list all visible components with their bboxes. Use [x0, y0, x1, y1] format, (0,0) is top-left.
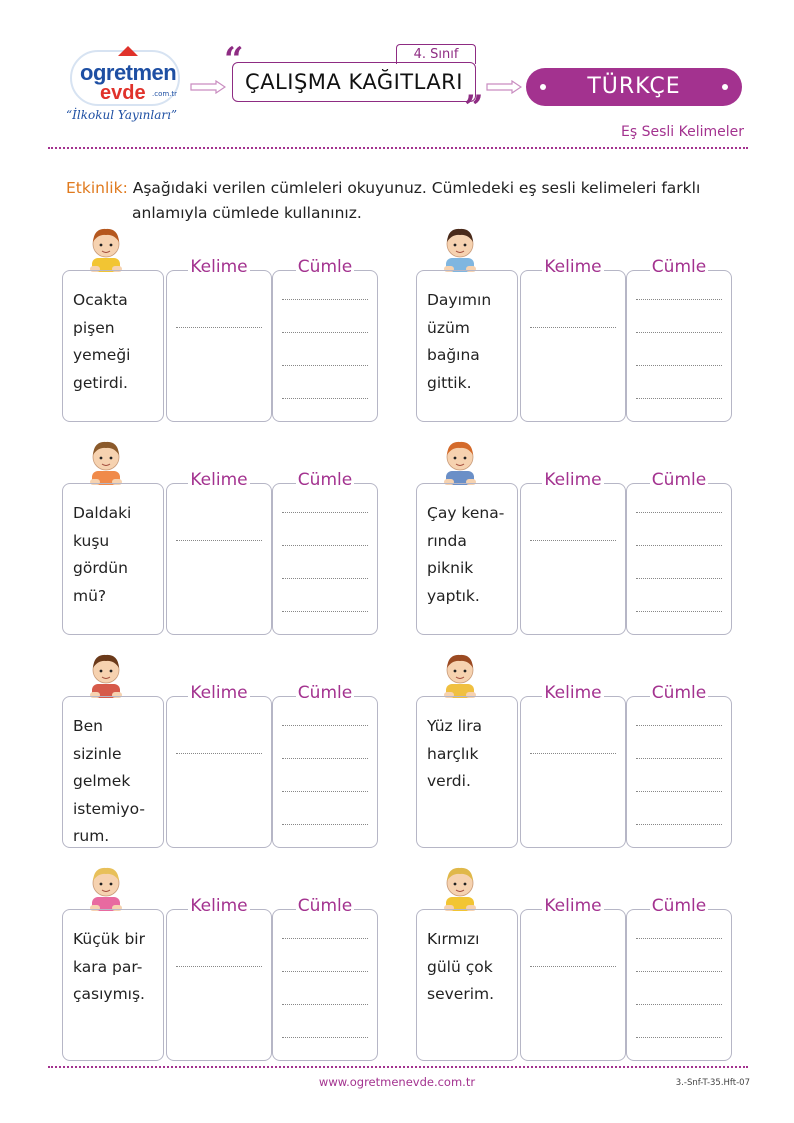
word-column-label: Kelime [544, 896, 602, 916]
sentence-answer-line[interactable] [636, 1037, 722, 1038]
word-answer-box[interactable] [166, 483, 272, 635]
footer-url: www.ogretmenevde.com.tr [318, 1075, 476, 1089]
word-column-label: Kelime [544, 470, 602, 490]
sentence-answer-line[interactable] [282, 1037, 368, 1038]
sentence-column-header [272, 896, 378, 916]
subject-label: TÜRKÇE [587, 74, 681, 99]
arrow-right-icon [190, 79, 226, 93]
word-column-label: Kelime [190, 896, 248, 916]
word-column-label: Kelime [190, 683, 248, 703]
sentence-column-header [272, 470, 378, 490]
sentence-column-label: Cümle [297, 683, 353, 703]
logo-brand-top: ogretmen [80, 60, 177, 85]
word-column-header [166, 683, 272, 703]
sentence-column-label: Cümle [297, 257, 353, 277]
arrow-right-icon [486, 79, 522, 93]
exercise-sentence: Ben sizinle gelmek istemiyo- rum. [62, 696, 164, 848]
child-avatar-icon [86, 861, 126, 911]
sentence-answer-line[interactable] [636, 971, 722, 972]
child-avatar-icon [440, 648, 480, 698]
sentence-answer-line[interactable] [636, 611, 722, 612]
dot-icon [722, 84, 728, 90]
word-column-label: Kelime [190, 257, 248, 277]
exercise-sentence: Dayımın üzüm bağına gittik. [416, 270, 518, 422]
sentence-answer-box[interactable] [626, 270, 732, 422]
sentence-answer-box[interactable] [272, 270, 378, 422]
sentence-answer-line[interactable] [282, 725, 368, 726]
word-answer-box[interactable] [520, 483, 626, 635]
sentence-answer-line[interactable] [282, 398, 368, 399]
house-icon [118, 46, 138, 56]
subject-badge [526, 68, 742, 106]
exercise-sentence: Daldaki kuşu gördün mü? [62, 483, 164, 635]
open-quote-icon: “ [224, 40, 244, 80]
exercise-sentence: Küçük bir kara par- çasıymış. [62, 909, 164, 1061]
grade-label: 4. Sınıf [396, 44, 476, 64]
word-column-header [166, 896, 272, 916]
instruction-line-2: anlamıyla cümlede kullanınız. [132, 204, 362, 222]
sentence-answer-line[interactable] [636, 299, 722, 300]
sentence-column-label: Cümle [651, 896, 707, 916]
sentence-answer-box[interactable] [272, 696, 378, 848]
sentence-column-label: Cümle [651, 683, 707, 703]
dot-icon [540, 84, 546, 90]
worksheet-title-block [224, 40, 486, 128]
instruction-line-1: Aşağıdaki verilen cümleleri okuyunuz. Cümledeki eş sesli kelimeleri farklı [132, 179, 701, 197]
sentence-answer-box[interactable] [272, 909, 378, 1061]
sentence-answer-box[interactable] [272, 483, 378, 635]
sentence-answer-line[interactable] [282, 299, 368, 300]
word-column-header [166, 257, 272, 277]
exercise-sentence: Yüz lira harçlık verdi. [416, 696, 518, 848]
sentence-answer-line[interactable] [636, 725, 722, 726]
close-quote-icon: ” [464, 88, 484, 128]
sentence-answer-line[interactable] [282, 791, 368, 792]
instructions [66, 176, 746, 226]
sentence-answer-line[interactable] [282, 1004, 368, 1005]
child-avatar-icon [440, 222, 480, 272]
exercise-sentence: Ocakta pişen yemeği getirdi. [62, 270, 164, 422]
sentence-answer-line[interactable] [282, 332, 368, 333]
sentence-column-header [626, 470, 732, 490]
word-answer-line[interactable] [530, 327, 616, 328]
child-avatar-icon [86, 222, 126, 272]
sentence-answer-line[interactable] [636, 938, 722, 939]
sentence-answer-line[interactable] [282, 824, 368, 825]
sentence-answer-line[interactable] [282, 578, 368, 579]
sentence-answer-box[interactable] [626, 483, 732, 635]
word-column-label: Kelime [190, 470, 248, 490]
word-column-header [166, 470, 272, 490]
sentence-column-header [626, 257, 732, 277]
word-column-header [520, 896, 626, 916]
word-column-header [520, 683, 626, 703]
sentence-answer-line[interactable] [636, 512, 722, 513]
word-answer-line[interactable] [176, 753, 262, 754]
word-answer-box[interactable] [520, 270, 626, 422]
word-column-label: Kelime [544, 683, 602, 703]
word-answer-line[interactable] [176, 966, 262, 967]
word-answer-line[interactable] [176, 327, 262, 328]
sentence-answer-line[interactable] [282, 938, 368, 939]
child-avatar-icon [86, 648, 126, 698]
child-avatar-icon [440, 861, 480, 911]
word-answer-line[interactable] [530, 753, 616, 754]
sentence-column-header [272, 683, 378, 703]
divider [48, 147, 748, 149]
logo-brand-bottom: evde [100, 82, 146, 104]
sentence-answer-line[interactable] [636, 824, 722, 825]
exercise-sentence: Çay kena- rında piknik yaptık. [416, 483, 518, 635]
word-answer-line[interactable] [530, 540, 616, 541]
sentence-answer-box[interactable] [626, 909, 732, 1061]
sentence-column-label: Cümle [651, 257, 707, 277]
word-answer-box[interactable] [166, 696, 272, 848]
word-answer-line[interactable] [176, 540, 262, 541]
sentence-column-label: Cümle [297, 896, 353, 916]
activity-label: Etkinlik: [66, 179, 128, 197]
logo-domain: .com.tr [152, 90, 178, 98]
sentence-answer-box[interactable] [626, 696, 732, 848]
logo-tagline: “İlkokul Yayınları” [66, 108, 178, 122]
sentence-answer-line[interactable] [282, 758, 368, 759]
sentence-answer-line[interactable] [282, 545, 368, 546]
word-answer-box[interactable] [520, 696, 626, 848]
word-answer-box[interactable] [520, 909, 626, 1061]
topic-label: Eş Sesli Kelimeler [621, 124, 744, 140]
sentence-answer-line[interactable] [282, 971, 368, 972]
page-title: ÇALIŞMA KAĞITLARI [232, 62, 476, 102]
word-column-header [520, 257, 626, 277]
sentence-answer-line[interactable] [636, 398, 722, 399]
sentence-answer-line[interactable] [636, 1004, 722, 1005]
sentence-answer-line[interactable] [282, 512, 368, 513]
sentence-answer-line[interactable] [636, 332, 722, 333]
sentence-column-header [626, 683, 732, 703]
footer-code: 3.-Snf-T-35.Hft-07 [675, 1078, 750, 1088]
sentence-answer-line[interactable] [636, 791, 722, 792]
sentence-column-header [626, 896, 732, 916]
child-avatar-icon [440, 435, 480, 485]
word-answer-line[interactable] [530, 966, 616, 967]
divider [48, 1066, 748, 1068]
sentence-answer-line[interactable] [282, 365, 368, 366]
sentence-column-label: Cümle [297, 470, 353, 490]
sentence-answer-line[interactable] [282, 611, 368, 612]
sentence-column-label: Cümle [651, 470, 707, 490]
sentence-column-header [272, 257, 378, 277]
word-column-label: Kelime [544, 257, 602, 277]
word-column-header [520, 470, 626, 490]
child-avatar-icon [86, 435, 126, 485]
logo [62, 46, 192, 126]
sentence-answer-line[interactable] [636, 365, 722, 366]
word-answer-box[interactable] [166, 909, 272, 1061]
word-answer-box[interactable] [166, 270, 272, 422]
exercise-sentence: Kırmızı gülü çok severim. [416, 909, 518, 1061]
sentence-answer-line[interactable] [636, 545, 722, 546]
sentence-answer-line[interactable] [636, 578, 722, 579]
sentence-answer-line[interactable] [636, 758, 722, 759]
